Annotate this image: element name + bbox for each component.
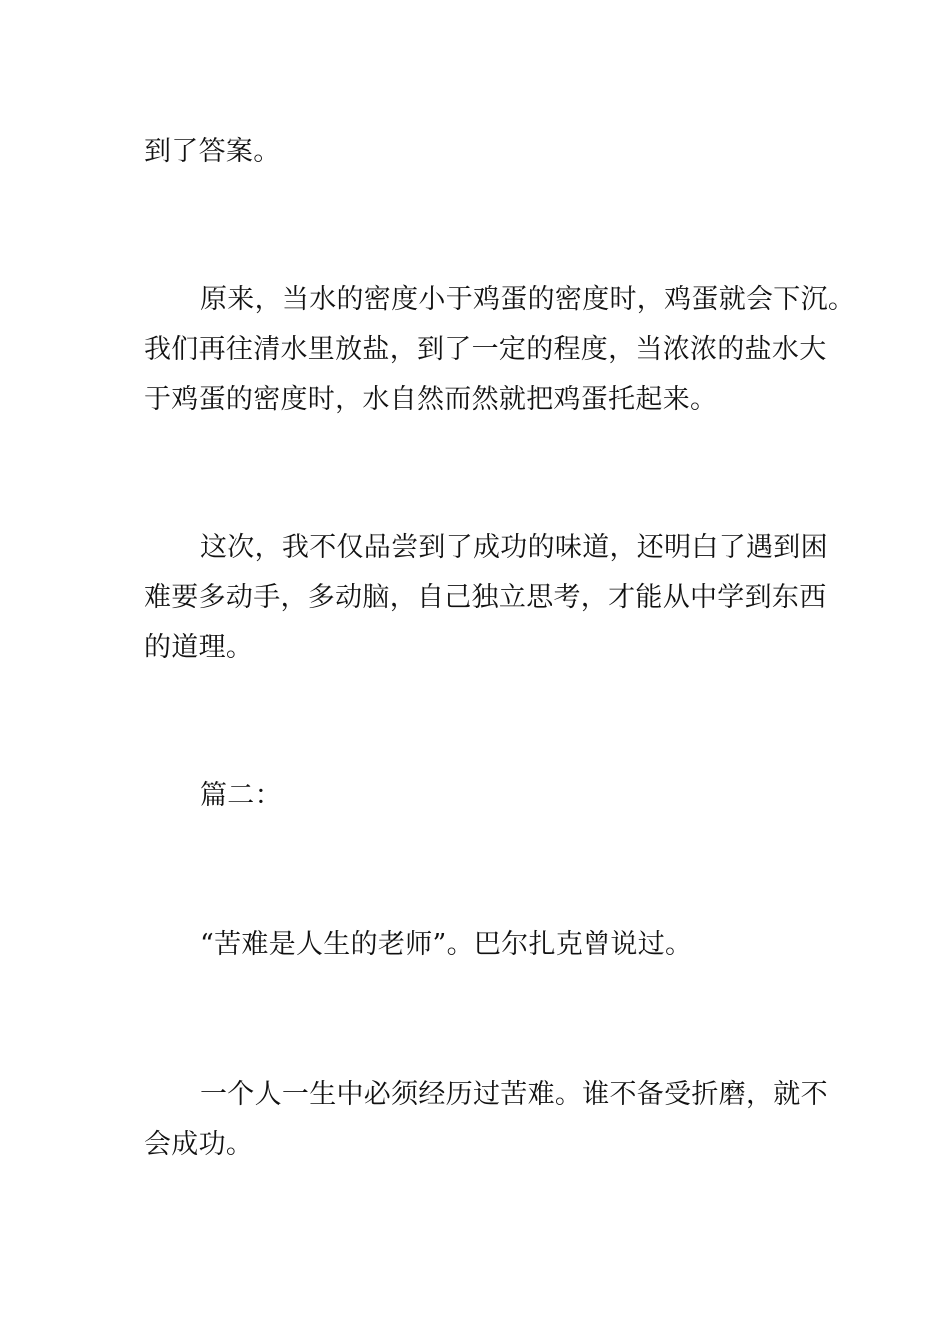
paragraph-6-line-2: 会成功。 [144, 1129, 254, 1160]
paragraph-1-line-1: 到了答案。 [144, 136, 281, 167]
paragraph-2-line-3: 于鸡蛋的密度时，水自然而然就把鸡蛋托起来。 [144, 384, 718, 415]
paragraph-6-line-1: 一个人一生中必须经历过苦难。谁不备受折磨，就不 [200, 1079, 828, 1110]
paragraph-2-line-2: 我们再往清水里放盐，到了一定的程度，当浓浓的盐水大 [144, 334, 827, 365]
section-heading: 篇二： [200, 780, 282, 811]
paragraph-2-line-1: 原来，当水的密度小于鸡蛋的密度时，鸡蛋就会下沉。 [200, 284, 856, 315]
paragraph-3-line-2: 难要多动手，多动脑，自己独立思考，才能从中学到东西 [144, 582, 827, 613]
paragraph-3-line-3: 的道理。 [144, 632, 254, 663]
paragraph-3-line-1: 这次，我不仅品尝到了成功的味道，还明白了遇到困 [200, 532, 828, 563]
paragraph-5-line-1: “苦难是人生的老师”。巴尔扎克曾说过。 [200, 929, 693, 960]
